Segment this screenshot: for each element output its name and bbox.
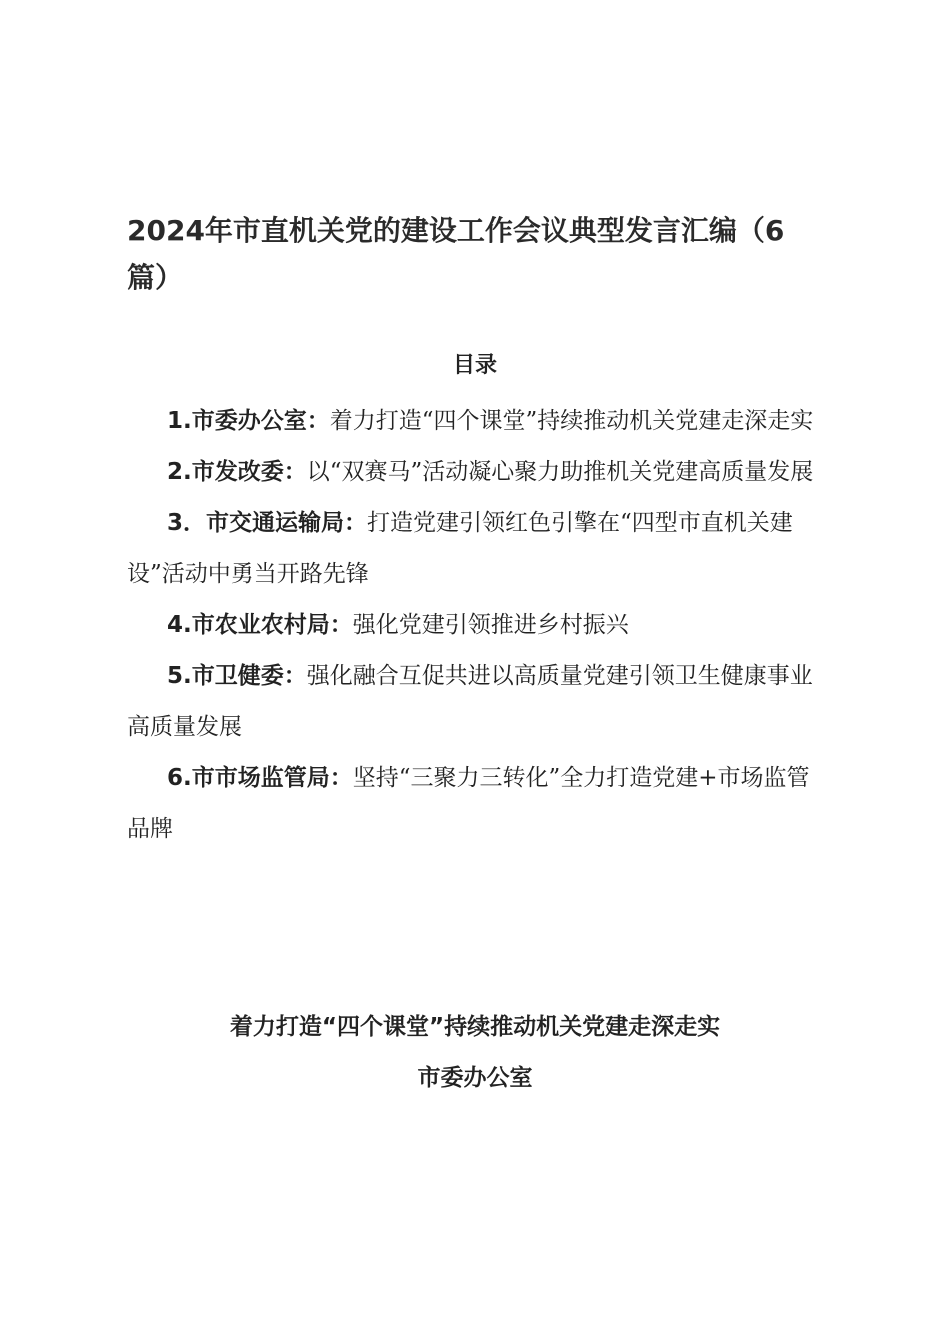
toc-item-number: 3． — [167, 510, 207, 536]
table-of-contents — [127, 396, 832, 855]
toc-item-unit: 市卫健委： — [191, 663, 307, 689]
toc-item-3 — [127, 498, 832, 600]
toc-item-description: 着力打造“四个课堂”持续推动机关党建走深走实 — [329, 408, 814, 434]
toc-item-1 — [127, 396, 832, 447]
toc-item-6 — [127, 753, 832, 855]
document-title: 2024年市直机关党的建设工作会议典型发言汇编（6篇） — [127, 214, 785, 294]
toc-item-5 — [127, 651, 832, 753]
toc-item-4 — [127, 600, 832, 651]
toc-item-description: 强化党建引领推进乡村振兴 — [352, 612, 629, 638]
toc-item-number: 6. — [167, 765, 192, 791]
toc-item-description: 坚持“三聚力三转化”全力打造党建+市场监管品牌 — [127, 765, 810, 842]
article-title: 着力打造“四个课堂”持续推动机关党建走深走实 — [229, 1014, 721, 1040]
toc-item-description: 以“双赛马”活动凝心聚力助推机关党建高质量发展 — [306, 459, 814, 485]
toc-item-unit: 市市场监管局： — [191, 765, 353, 791]
toc-item-number: 2. — [167, 459, 192, 485]
toc-item-number: 4. — [167, 612, 192, 638]
toc-item-unit: 市农业农村局： — [191, 612, 353, 638]
toc-heading: 目录 — [452, 353, 497, 378]
toc-item-description: 打造党建引领红色引擎在“四型市直机关建设”活动中勇当开路先锋 — [127, 510, 793, 587]
toc-item-number: 1. — [167, 408, 192, 434]
toc-item-unit: 市发改委： — [191, 459, 307, 485]
toc-item-unit: 市委办公室： — [191, 408, 330, 434]
toc-item-2 — [127, 447, 832, 498]
toc-item-number: 5. — [167, 663, 192, 689]
toc-item-description: 强化融合互促共进以高质量党建引领卫生健康事业高质量发展 — [127, 663, 813, 740]
toc-item-unit: 市交通运输局： — [206, 510, 368, 536]
article-author: 市委办公室 — [417, 1065, 533, 1091]
